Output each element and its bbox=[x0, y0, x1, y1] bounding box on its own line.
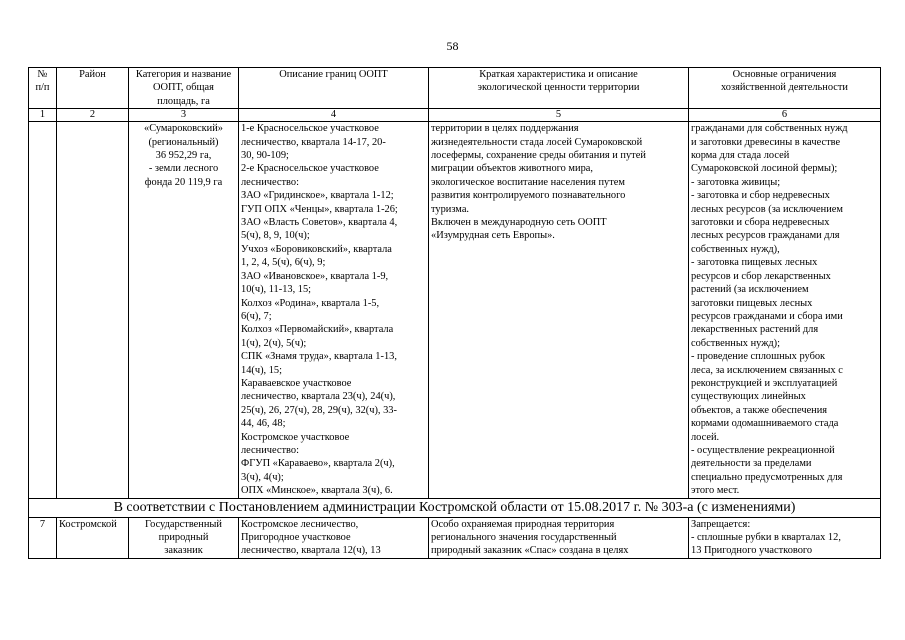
header-district: Район bbox=[57, 68, 129, 109]
column-number: 6 bbox=[689, 109, 881, 122]
restrictions-cell: Запрещается: - сплошные рубки в кварталах 12, 13 Пригодного участкового bbox=[689, 517, 881, 558]
restrictions-cell: гражданами для собственных нужд и заготовки древесины в качестве корма для стада лосей Сумароковской лосиной фермы); - заготовка живицы; - заготовка и сбор недревесных лесных ресурсов (за исключением заготовки и сбора недревесных лесных ресурсов гражданами для собственных нужд), - заготовка пищевых лесных ресурсов и сбор лекарственных растений (за исключением заготовки пищевых лесных ресурсов гражданами и сбора ими лекарственных растений для собственных нужд); - проведение сплошных рубок леса, за исключением связанных с реконструкцией и эксплуатацией существующих линейных объектов, а также обеспечения кормами одомашниваемого стада лосей. - осуществление рекреационной деятельности за пределами специально предусмотренных для этого мест. bbox=[689, 122, 881, 498]
resolution-banner-row bbox=[29, 498, 881, 517]
column-number: 5 bbox=[429, 109, 689, 122]
column-number: 1 bbox=[29, 109, 57, 122]
column-number: 4 bbox=[239, 109, 429, 122]
column-number: 2 bbox=[57, 109, 129, 122]
header-row bbox=[29, 68, 881, 109]
column-number: 3 bbox=[129, 109, 239, 122]
table-row bbox=[29, 517, 881, 558]
header-category: Категория и название ООПТ, общая площадь, га bbox=[129, 68, 239, 109]
header-num: № п/п bbox=[29, 68, 57, 109]
district-cell: Костромской bbox=[57, 517, 129, 558]
header-restrictions: Основные ограничения хозяйственной деятельности bbox=[689, 68, 881, 109]
protected-areas-table bbox=[28, 67, 881, 559]
row-num-cell bbox=[29, 122, 57, 498]
row-num-cell: 7 bbox=[29, 517, 57, 558]
table-row bbox=[29, 122, 881, 498]
header-characteristics: Краткая характеристика и описание экологической ценности территории bbox=[429, 68, 689, 109]
page-number: 58 bbox=[446, 39, 459, 53]
category-cell: Государственный природный заказник bbox=[129, 517, 239, 558]
characteristics-cell: территории в целях поддержания жизнедеятельности стада лосей Сумароковской лосефермы, сохранение среды обитания и путей миграции объектов животного мира, экологическое воспитание населения путем развития контролируемого познавательного туризма. Включен в международную сеть ООПТ «Изумрудная сеть Европы». bbox=[429, 122, 689, 498]
category-cell: «Сумароковский» (региональный) 36 952,29 га, - земли лесного фонда 20 119,9 га bbox=[129, 122, 239, 498]
borders-cell: 1-е Красносельское участковое лесничество, квартала 14-17, 20- 30, 90-109; 2-е Красносельское участковое лесничество: ЗАО «Гридинское», квартала 1-12; ГУП ОПХ «Ченцы», квартала 1-26; ЗАО «Власть Советов», квартала 4, 5(ч), 8, 9, 10(ч); Учхоз «Боровиковский», квартала 1, 2, 4, 5(ч), 6(ч), 9; ЗАО «Ивановское», квартала 1-9, 10(ч), 11-13, 15; Колхоз «Родина», квартала 1-5, 6(ч), 7; Колхоз «Первомайский», квартала 1(ч), 2(ч), 5(ч); СПК «Знамя труда», квартала 1-13, 14(ч), 15; Караваевское участковое лесничество, квартала 23(ч), 24(ч), 25(ч), 26, 27(ч), 28, 29(ч), 32(ч), 33- 44, 46, 48; Костромское участковое лесничество: ФГУП «Караваево», квартала 2(ч), 3(ч), 4(ч); ОПХ «Минское», квартала 3(ч), 6. bbox=[239, 122, 429, 498]
borders-cell: Костромское лесничество, Пригородное участковое лесничество, квартала 12(ч), 13 bbox=[239, 517, 429, 558]
characteristics-cell: Особо охраняемая природная территория регионального значения государственный природный заказник «Спас» создана в целях bbox=[429, 517, 689, 558]
column-number-row bbox=[29, 109, 881, 122]
district-cell bbox=[57, 122, 129, 498]
resolution-banner: В соответствии с Постановлением администрации Костромской области от 15.08.2017 г. № 303-а (с изменениями) bbox=[29, 498, 881, 517]
header-borders: Описание границ ООПТ bbox=[239, 68, 429, 109]
